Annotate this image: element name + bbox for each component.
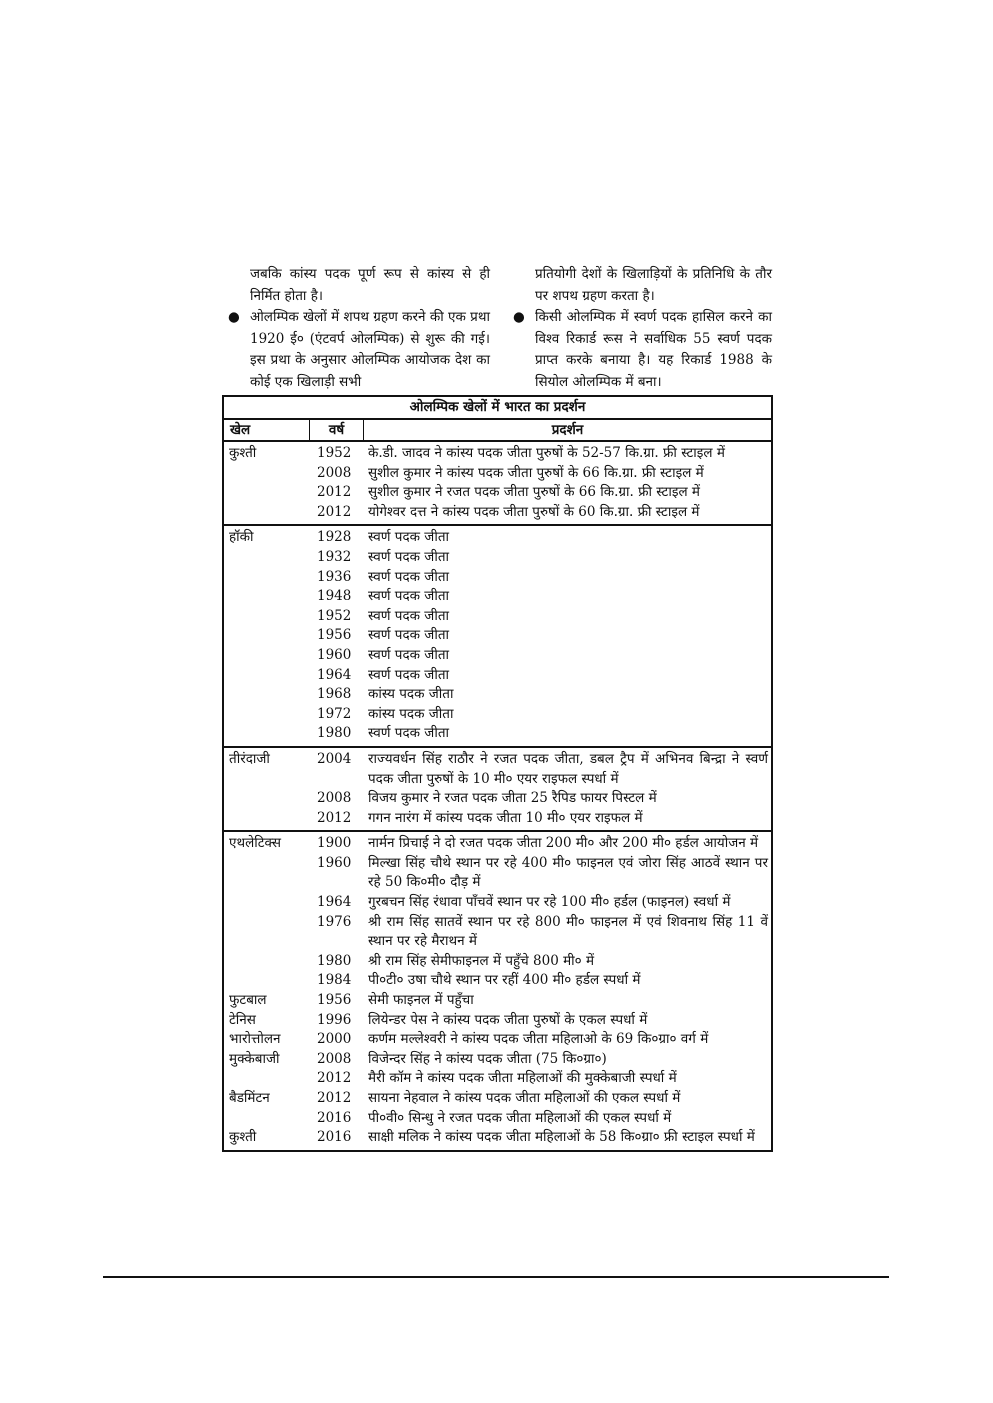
table-row (224, 548, 771, 568)
sport-cell (224, 952, 310, 972)
sport-cell (224, 971, 310, 991)
performance-cell: सुशील कुमार ने रजत पदक जीता पुरुषों के 66 कि.ग्रा. फ्री स्टाइल में (368, 484, 701, 501)
sport-cell: मुक्केबाजी (229, 1050, 280, 1067)
performance-cell: गगन नारंग में कांस्य पदक जीता 10 मी० एयर राइफल में (368, 809, 643, 826)
table-row (224, 646, 771, 666)
performance-cell: गुरबचन सिंह रंधावा पाँचवें स्थान पर रहे 100 मी० हर्डल (फाइनल) स्वर्धा में (368, 894, 731, 911)
sport-cell: बैडमिंटन (229, 1090, 270, 1106)
table-title: ओलम्पिक खेलों में भारत का प्रदर्शन (224, 397, 771, 420)
performance-cell: मैरी कॉम ने कांस्य पदक जीता महिलाओं की मुक्केबाजी स्पर्धा में (368, 1070, 677, 1087)
table-row (224, 789, 771, 809)
performance-cell: नार्मन प्रिचाई ने दो रजत पदक जीता 200 मी० और 200 मी० हर्डल आयोजन में (368, 835, 759, 852)
sport-cell: कुश्ती (229, 445, 257, 461)
table-row (224, 893, 771, 913)
performance-cell: के.डी. जादव ने कांस्य पदक जीता पुरुषों के 52-57 कि.ग्रा. फ्री स्टाइल में (368, 445, 725, 461)
year-cell: 1964 (317, 666, 352, 683)
performance-cell: स्वर्ण पदक जीता (368, 568, 450, 585)
bullet-item (513, 307, 772, 393)
year-cell: 2008 (317, 464, 352, 481)
table-row (224, 913, 771, 952)
year-cell: 2012 (317, 809, 352, 826)
year-cell: 2008 (317, 790, 352, 807)
performance-cell: कांस्य पदक जीता (368, 686, 454, 703)
bullet-text: किसी ओलम्पिक में स्वर्ण पदक हासिल करने का विश्व रिकार्ड रूस ने सर्वाधिक 55 स्वर्ण पदक प्राप्त करके बनाया है। यह रिकार्ड 1988 के सियोल ओलम्पिक में बना। (535, 309, 772, 390)
bullet-icon: ● (228, 309, 240, 325)
sport-cell (224, 464, 310, 484)
bullet-icon: ● (513, 309, 525, 325)
performance-cell: सुशील कुमार ने कांस्य पदक जीता पुरुषों के 66 कि.ग्रा. फ्री स्टाइल में (368, 464, 704, 481)
performance-cell: विजय कुमार ने रजत पदक जीता 25 रैपिड फायर पिस्टल में (368, 790, 657, 807)
year-cell: 2016 (317, 1109, 352, 1126)
sport-cell (224, 483, 310, 503)
table-row (224, 991, 771, 1011)
performance-cell: सेमी फाइनल में पहुँचा (368, 992, 474, 1009)
right-text-column (513, 264, 772, 393)
year-cell: 1976 (317, 913, 352, 930)
sport-cell: टेनिस (229, 1011, 256, 1028)
year-cell: 1936 (317, 568, 352, 585)
table-row (224, 1011, 771, 1031)
table-body (224, 442, 771, 1150)
year-cell: 2004 (317, 750, 352, 767)
table-row (224, 1109, 771, 1129)
performance-cell: पी०वी० सिन्धु ने रजत पदक जीता महिलाओं की एकल स्पर्धा में (368, 1109, 672, 1126)
year-cell: 1956 (317, 627, 352, 644)
sport-cell (224, 893, 310, 913)
year-cell: 1960 (317, 854, 352, 871)
year-cell: 1968 (317, 686, 352, 703)
performance-cell: राज्यवर्धन सिंह राठौर ने रजत पदक जीता, डबल ट्रैप में अभिनव बिन्द्रा ने स्वर्ण पदक जीता पुरुषों के 10 मी० एयर राइफल स्पर्धा में (368, 750, 768, 787)
sport-cell (224, 568, 310, 588)
table-row (224, 854, 771, 893)
performance-cell: सायना नेहवाल ने कांस्य पदक जीता महिलाओं की एकल स्पर्धा में (368, 1090, 681, 1106)
header-performance: प्रदर्शन (551, 422, 584, 438)
table-row (224, 666, 771, 686)
table-row (224, 809, 771, 829)
year-cell: 1948 (317, 588, 352, 605)
year-cell: 1952 (317, 445, 352, 461)
performance-cell: कांस्य पदक जीता (368, 705, 454, 722)
sport-cell (224, 705, 310, 725)
table-row (224, 483, 771, 503)
year-cell: 1900 (317, 835, 352, 852)
table-group (224, 832, 771, 1150)
table-row (224, 444, 771, 464)
sport-cell (224, 607, 310, 627)
paragraph: प्रतियोगी देशों के खिलाड़ियों के प्रतिनिधि के तौर पर शपथ ग्रहण करता है। (535, 266, 772, 304)
table-row (224, 1050, 771, 1070)
sport-cell (224, 646, 310, 666)
sport-cell (224, 724, 310, 744)
paragraph: जबकि कांस्य पदक पूर्ण रूप से कांस्य से ही निर्मित होता है। (250, 266, 490, 304)
performance-cell: स्वर्ण पदक जीता (368, 529, 450, 546)
performance-cell: पी०टी० उषा चौथे स्थान पर रहीं 400 मी० हर्डल स्पर्धा में (368, 972, 641, 989)
table-row (224, 705, 771, 725)
year-cell: 1964 (317, 894, 352, 911)
year-cell: 2012 (317, 503, 352, 520)
sport-cell: तीरंदाजी (229, 750, 270, 767)
sport-cell (224, 503, 310, 523)
year-cell: 1984 (317, 972, 352, 989)
table-row (224, 1030, 771, 1050)
sport-cell: फुटबाल (229, 992, 267, 1009)
performance-cell: स्वर्ण पदक जीता (368, 725, 450, 742)
year-cell: 2012 (317, 1070, 352, 1087)
table-row (224, 750, 771, 789)
performance-cell: विजेन्दर सिंह ने कांस्य पदक जीता (75 कि०ग्रा०) (368, 1050, 607, 1067)
year-cell: 1956 (317, 992, 352, 1009)
india-olympics-table (222, 395, 773, 1152)
footer-rule (103, 1276, 889, 1278)
table-row (224, 1128, 771, 1148)
performance-cell: स्वर्ण पदक जीता (368, 548, 450, 565)
sport-cell (224, 548, 310, 568)
sport-cell (224, 666, 310, 686)
table-row (224, 971, 771, 991)
header-sport: खेल (224, 420, 310, 440)
year-cell: 1952 (317, 607, 352, 624)
table-row (224, 724, 771, 744)
performance-cell: लियेन्डर पेस ने कांस्य पदक जीता पुरुषों के एकल स्पर्धा में (368, 1011, 648, 1028)
performance-cell: साक्षी मलिक ने कांस्य पदक जीता महिलाओं के 58 कि०ग्रा० फ्री स्टाइल स्पर्धा में (368, 1129, 755, 1146)
table-row (224, 503, 771, 523)
table-group (224, 748, 771, 832)
sport-cell (224, 789, 310, 809)
table-row (224, 626, 771, 646)
year-cell: 1960 (317, 646, 352, 663)
bullet-item (228, 307, 490, 393)
performance-cell: श्री राम सिंह सातवें स्थान पर रहे 800 मी० फाइनल में एवं शिवनाथ सिंह 11 वें स्थान पर रहे मैराथन में (368, 913, 768, 950)
header-year: वर्ष (310, 420, 364, 440)
year-cell: 1980 (317, 725, 352, 742)
sport-cell (224, 809, 310, 829)
table-row (224, 568, 771, 588)
table-row (224, 464, 771, 484)
sport-cell: कुश्ती (229, 1129, 257, 1146)
left-text-column (228, 264, 490, 393)
year-cell: 1932 (317, 548, 352, 565)
performance-cell: स्वर्ण पदक जीता (368, 588, 450, 605)
sport-cell (224, 1109, 310, 1129)
year-cell: 1996 (317, 1011, 352, 1028)
sport-cell: हॉकी (229, 529, 254, 546)
performance-cell: स्वर्ण पदक जीता (368, 627, 450, 644)
table-row (224, 587, 771, 607)
year-cell: 2000 (317, 1031, 352, 1048)
table-row (224, 1069, 771, 1089)
sport-cell (224, 685, 310, 705)
year-cell: 2012 (317, 484, 352, 501)
sport-cell (224, 587, 310, 607)
performance-cell: स्वर्ण पदक जीता (368, 646, 450, 663)
year-cell: 1972 (317, 705, 352, 722)
performance-cell: योगेश्वर दत्त ने कांस्य पदक जीता पुरुषों के 60 कि.ग्रा. फ्री स्टाइल में (368, 503, 700, 520)
table-header (224, 420, 771, 442)
sport-cell (224, 913, 310, 952)
sport-cell (224, 626, 310, 646)
table-group (224, 526, 771, 748)
table-row (224, 528, 771, 548)
year-cell: 2008 (317, 1050, 352, 1067)
year-cell: 1980 (317, 952, 352, 969)
sport-cell (224, 854, 310, 893)
performance-cell: मिल्खा सिंह चौथे स्थान पर रहे 400 मी० फाइनल एवं जोरा सिंह आठवें स्थान पर रहे 50 कि०मी० दौड़ में (368, 854, 768, 891)
table-row (224, 1089, 771, 1109)
sport-cell: एथलेटिक्स (229, 835, 281, 852)
table-row (224, 834, 771, 854)
sport-cell (224, 1069, 310, 1089)
sport-cell: भारोत्तोलन (229, 1031, 281, 1048)
performance-cell: श्री राम सिंह सेमीफाइनल में पहुँचे 800 मी० में (368, 952, 595, 969)
table-group (224, 442, 771, 526)
table-row (224, 685, 771, 705)
year-cell: 2016 (317, 1129, 352, 1146)
table-row (224, 952, 771, 972)
table-row (224, 607, 771, 627)
performance-cell: कर्णम मल्लेश्वरी ने कांस्य पदक जीता महिलाओ के 69 कि०ग्रा० वर्ग में (368, 1031, 709, 1048)
performance-cell: स्वर्ण पदक जीता (368, 666, 450, 683)
year-cell: 1928 (317, 529, 352, 546)
year-cell: 2012 (317, 1090, 352, 1106)
performance-cell: स्वर्ण पदक जीता (368, 607, 450, 624)
bullet-text: ओलम्पिक खेलों में शपथ ग्रहण करने की एक प्रथा 1920 ई० (एंटवर्प ओलम्पिक) से शुरू की गई। इस प्रथा के अनुसार ओलम्पिक आयोजक देश का कोई एक खिलाड़ी सभी (250, 309, 490, 390)
